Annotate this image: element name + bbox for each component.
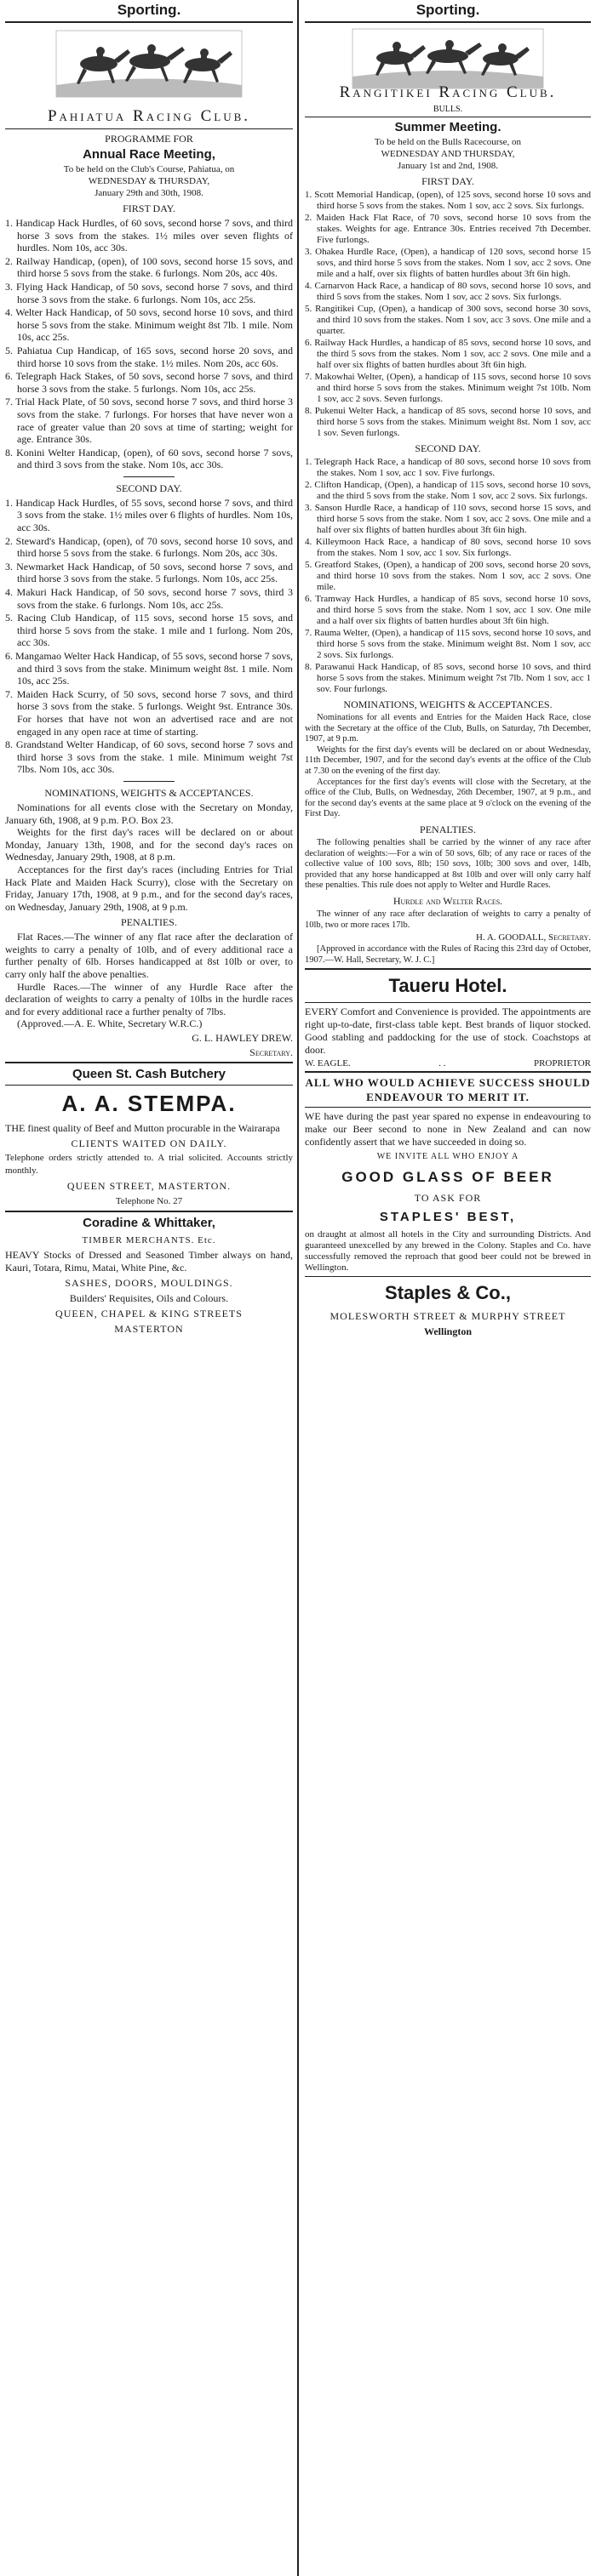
race-item: 7. Trial Hack Plate, of 50 sovs, second horse 7 sovs, and third horse 3 sovs from the stake. 7 furlongs. For horses that have never won a race of greater value than 20 sovs at time of starting; weight for age. Entrance 30s.	[5, 396, 293, 446]
race-item: 5. Pahiatua Cup Handicap, of 165 sovs, second horse 20 sovs, and third horse 10 sovs from the stake. 1½ miles. Nom 20s, acc 60s.	[5, 344, 293, 369]
approval-note: [Approved in accordance with the Rules of Racing this 23rd day of October, 1907.—W. Hall, Secretary, W. J. C.]	[305, 944, 591, 965]
first-day-label-left: FIRST DAY.	[123, 202, 175, 214]
club-location-right: BULLS.	[433, 105, 463, 114]
programme-label: PROGRAMME FOR	[105, 133, 193, 145]
racing-banner-right	[305, 26, 591, 114]
butcher-line3: Telephone orders strictly attended to. A trial solicited. Accounts strictly monthly.	[5, 1153, 293, 1177]
nominations-para: Weights for the first day's races will be declared on or about Monday, January 13th, 1908, and for the second day's races on Wednesday, January 29th, 1908, at 8 p.m.	[5, 826, 293, 863]
race-item: 2. Railway Handicap, (open), of 100 sovs, second horse 15 sovs, and third horse 5 sovs from the stake. 6 furlongs. Nom 20s, acc 40s.	[5, 254, 293, 280]
timber-text: HEAVY Stocks of Dressed and Seasoned Timber always on hand, Kauri, Totara, Rimu, Matai, White Pine, &c.	[5, 1249, 293, 1274]
butcher-name: A. A. STEMPA.	[61, 1091, 237, 1117]
nominations-para: Nominations for all events and Entries for the Maiden Hack Race, close with the Secretary at the office of the Club, Bulls, on Saturday, 7th December, 1907, at 9 p.m.	[305, 713, 591, 744]
club-name-left: Pahiatua Racing Club.	[47, 107, 251, 125]
secretary-name-left: G. L. HAWLEY DREW.	[192, 1032, 293, 1045]
secretary-title-left: Secretary.	[249, 1046, 293, 1059]
race-item: 7. Maiden Hack Scurry, of 50 sovs, second horse 7 sovs, and third horse 3 sovs from the stake. 5 furlongs. Weight 9st. Entrance 30s. For horses that have not won an advertised race and are not engaged in any open race at time of starting.	[5, 687, 293, 738]
nominations-title-left: NOMINATIONS, WEIGHTS & ACCEPTANCES.	[44, 786, 254, 799]
timber-line3: Builders' Requisites, Oils and Colours.	[69, 1292, 229, 1305]
hotel-dots: . .	[438, 1058, 446, 1069]
meeting-intro-left: To be held on the Club's Course, Pahiatua, on	[63, 164, 235, 174]
beer-text2: on draught at almost all hotels in the City and surrounding Districts. And guaranteed unexcelled by any brewed in the Colony. Staples and Co. have successfully removed the reproach that good beer could not be brewed in Wellington.	[305, 1229, 591, 1274]
race-item: 1. Handicap Hack Hurdles, of 60 sovs, second horse 7 sovs, and third horse 3 sovs from the stakes. 1½ miles over seven flights of hurdles. Nom 10s, acc 30s.	[5, 217, 293, 254]
divider	[305, 1276, 591, 1277]
divider	[5, 128, 293, 129]
divider	[5, 1062, 293, 1063]
first-day-label-right: FIRST DAY.	[421, 175, 474, 187]
race-item: 8. Pukenui Welter Hack, a handicap of 85 sovs, second horse 10 sovs, and third horse 5 sovs from the stakes. Minimum weight 8st. Nom 1 sov, acc 1 sov. Seven furlongs.	[305, 406, 591, 438]
column-divider	[297, 0, 299, 2576]
divider	[5, 1085, 293, 1086]
right-column	[305, 0, 591, 2576]
left-column	[5, 0, 293, 2576]
beer-glass: GOOD GLASS OF BEER	[341, 1169, 554, 1186]
race-item: 2. Clifton Handicap, (Open), a handicap of 115 sovs, second horse 10 sovs, and the third 5 sovs from the stake. Nom 1 sov, acc 2 sovs. Six furlongs.	[305, 480, 591, 501]
short-divider	[123, 476, 175, 477]
nominations-para: Acceptances for the first day's races (including Entries for Trial Hack Plate and Maiden Hack Scurry), close with the Secretary on Friday, January 17th, 1908, at 9 p.m., and for the second day's races, on Wednesday, January 29th, 1908, at 9 p.m.	[5, 863, 293, 913]
horse-race-illustration	[5, 26, 293, 104]
race-item: 6. Tramway Hack Hurdles, a handicap of 85 sovs, second horse 10 sovs, and third horse 5 sovs from the stake. Nom 1 sov, acc 1 sov. One mile and a half over six flights of batten hurdles about 3ft 6in high.	[305, 594, 591, 626]
second-day-label-left: SECOND DAY.	[116, 482, 182, 494]
sporting-header-right: Sporting.	[415, 2, 480, 18]
race-item: 3. Flying Hack Handicap, of 50 sovs, second horse 7 sovs, and third horse 3 sovs from the stake. 6 furlongs. Nom 10s, acc 25s.	[5, 280, 293, 305]
timber-header: Coradine & Whittaker,	[83, 1216, 215, 1231]
meeting-dates-left: January 29th and 30th, 1908.	[95, 188, 203, 198]
timber-address: QUEEN, CHAPEL & KING STREETS	[55, 1308, 243, 1320]
nominations-para: Acceptances for the first day's events will close with the Secretary, at the office of the Club, Bulls, on Wednesday, 26th December, 1907, at 9 p.m., and for the second day's events at the same place at 9 o'clock on the evening of the First Day.	[305, 777, 591, 819]
penalties-para: The following penalties shall be carried by the winner of any race after declaration of weights:—For a win of 50 sovs, 6lb; of any race or races of the collective value of 100 sovs, 8lb; 150 sovs, 10lb; 300 sovs and over, 14lb, provided that any horse handicapped at 8st 10lb and over will only carry half these penalties. This rule does not apply to Welter and Hurdle Races.	[305, 837, 591, 891]
staples-address: MOLESWORTH STREET & MURPHY STREET	[330, 1310, 566, 1323]
hotel-role: PROPRIETOR	[533, 1058, 591, 1069]
race-item: 3. Sanson Hurdle Race, a handicap of 110 sovs, second horse 15 sovs, and third horse 5 sovs from the stake. Nom 1 sov, acc 2 sovs. One mile and a half over six flights of batten hurdles about 3ft 6in high.	[305, 503, 591, 535]
beer-ask: TO ASK FOR	[414, 1192, 482, 1205]
staples-town: Wellington	[423, 1325, 472, 1338]
butchery-header: Queen St. Cash Butchery	[72, 1067, 226, 1082]
second-day-races-right	[305, 457, 591, 695]
race-item: 5. Racing Club Handicap, of 115 sovs, second horse 15 sovs, and third horse 5 sovs from the stake. 1 mile and 1 furlong. Nom 20s, acc 30s.	[5, 612, 293, 649]
race-item: 5. Rangitikei Cup, (Open), a handicap of 300 sovs, second horse 30 sovs, and third 10 sovs from the stakes. Nom 1 sov, acc 3 sovs. One mile and a quarter.	[305, 304, 591, 336]
nominations-title-right: NOMINATIONS, WEIGHTS & ACCEPTANCES.	[343, 698, 553, 710]
race-item: 7. Rauma Welter, (Open), a handicap of 115 sovs, second horse 10 sovs, and third horse 5 sovs from the stake. Minimum weight 8st. Nom 1 sov, acc 2 sovs. Six furlongs.	[305, 628, 591, 660]
race-item: 4. Killeymoon Hack Race, a handicap of 80 sovs, second horse 10 sovs from the stakes. Nom 1 sov, acc 1 sov. Six furlongs.	[305, 537, 591, 558]
hotel-text: EVERY Comfort and Convenience is provided. The appointments are right up-to-date, first-class table kept. Best brands of liquor stocked. Good stabling and paddocking for the use of stock. Coachstops at door.	[305, 1006, 591, 1057]
staples-name: Staples & Co.,	[385, 1282, 511, 1304]
butcher-address: QUEEN STREET, MASTERTON.	[66, 1180, 232, 1193]
penalties-para: Flat Races.—The winner of any flat race after the declaration of weights to carry a penalty of 10lb, and of every additional race a further penalty of 6lb. Horses handicapped at 8st 10lb or over, to carry only half the above penalties.	[5, 931, 293, 981]
hotel-signature	[305, 1058, 591, 1069]
club-name-right: Rangitikei Racing Club.	[339, 83, 557, 101]
hotel-header: Taueru Hotel.	[388, 975, 507, 997]
meeting-days-left: WEDNESDAY & THURSDAY,	[88, 176, 210, 186]
race-item: 6. Mangamao Welter Hack Handicap, of 55 sovs, second horse 7 sovs, and third 3 sovs from the stake. Minimum weight 8st. 1 mile. Nom 10s, acc 25s.	[5, 650, 293, 687]
penalties-title-right: PENALTIES.	[420, 823, 476, 835]
meeting-intro-right: To be held on the Bulls Racecourse, on	[374, 137, 522, 147]
divider	[5, 1211, 293, 1212]
race-item: 6. Railway Hack Hurdles, a handicap of 85 sovs, second horse 10 sovs, and the third 5 sovs from the stakes. Nom 1 sov, acc 2 sovs. One mile and a half over six flights of batten hurdles about 3ft 6in high.	[305, 338, 591, 370]
butcher-telephone: Telephone No. 27	[115, 1196, 183, 1207]
hurdle-para: The winner of any race after declaration of weights to carry a penalty of 10lb, two or more races 17lb.	[305, 909, 591, 930]
divider	[305, 968, 591, 970]
race-item: 8. Konini Welter Handicap, (open), of 60 sovs, second horse 7 sovs, and third 3 sovs from the stake. Nom 10s, acc 30s.	[5, 446, 293, 471]
first-day-races-left	[5, 217, 293, 471]
timber-line2: SASHES, DOORS, MOULDINGS.	[65, 1277, 233, 1290]
secretary-name-right: H. A. GOODALL, Secretary.	[476, 932, 591, 943]
racing-banner-left	[5, 26, 293, 126]
beer-brand: STAPLES' BEST,	[379, 1210, 517, 1225]
penalties-para: Hurdle Races.—The winner of any Hurdle Race after the declaration of weights to carry a penalty of 10lbs in the hurdle races and for every additional race a further penalty of 7lbs.	[5, 980, 293, 1017]
meeting-days-right: WEDNESDAY AND THURSDAY,	[381, 149, 515, 159]
beer-text: WE have during the past year spared no expense in endeavouring to make our Beer second to none in New Zealand and can now confidently assert that we have succeeded in doing so.	[305, 1110, 591, 1148]
divider	[305, 1107, 591, 1108]
penalties-title-left: PENALTIES.	[121, 916, 177, 929]
butcher-text: THE finest quality of Beef and Mutton procurable in the Wairarapa	[5, 1122, 280, 1135]
race-item: 2. Steward's Handicap, (open), of 70 sovs, second horse 10 sovs, and third horse 5 sovs from the stake. 6 furlongs. Nom 20s, acc 30s.	[5, 534, 293, 560]
race-item: 7. Makowhai Welter, (Open), a handicap of 115 sovs, second horse 10 sovs and third horse 5 sovs from the stakes. Minimum weight 7st 10lb. Nom 1 sov, acc 2 sovs. Seven furlongs.	[305, 372, 591, 404]
nominations-para: Nominations for all events close with the Secretary on Monday, January 6th, 1908, at 9 p.m. P.O. Box 23.	[5, 801, 293, 826]
second-day-races-left	[5, 497, 293, 776]
nominations-para: Weights for the first day's events will be declared on or about Wednesday, 11th December, 1907, and for the second day's events at the office of the Club at 7.30 on the evening of the first day.	[305, 744, 591, 776]
penalties-para: (Approved.—A. E. White, Secretary W.R.C.)	[17, 1017, 203, 1030]
hotel-owner: W. EAGLE.	[305, 1058, 351, 1069]
race-item: 3. Newmarket Hack Handicap, of 50 sovs, second horse 7 sovs, and third horse 3 sovs from the stake. 5 furlongs. Nom 10s, acc 25s.	[5, 560, 293, 585]
short-divider	[123, 781, 175, 782]
race-item: 4. Welter Hack Handicap, of 50 sovs, second horse 10 sovs, and third horse 5 sovs from the stake. Minimum weight 8st 7lb. 1 mile. Nom 10s, acc 25s.	[5, 306, 293, 344]
race-item: 4. Carnarvon Hack Race, a handicap of 80 sovs, second horse 10 sovs, and third 5 sovs from the stakes. Nom 1 sov, acc 2 sovs. Six furlongs.	[305, 281, 591, 302]
divider	[305, 21, 591, 23]
race-item: 6. Telegraph Hack Stakes, of 50 sovs, second horse 7 sovs, and third horse 3 sovs from the stake. 5 furlongs. Nom 10s, acc 25s.	[5, 370, 293, 395]
meeting-title-left: Annual Race Meeting,	[83, 147, 215, 162]
first-day-races-right	[305, 190, 591, 439]
meeting-dates-right: January 1st and 2nd, 1908.	[398, 161, 498, 171]
beer-headline: ALL WHO WOULD ACHIEVE SUCCESS SHOULD ENDEAVOUR TO MERIT IT.	[305, 1076, 591, 1104]
sporting-header-left: Sporting.	[117, 2, 181, 18]
divider	[5, 21, 293, 23]
hurdle-title-right: Hurdle and Welter Races.	[393, 894, 503, 907]
butcher-line2: CLIENTS WAITED ON DAILY.	[71, 1137, 227, 1150]
race-item: 4. Makuri Hack Handicap, of 50 sovs, second horse 7 sovs, third 3 sovs from the stake. 6 furlongs. Nom 10s, acc 25s.	[5, 586, 293, 611]
second-day-label-right: SECOND DAY.	[415, 442, 481, 454]
race-item: 5. Greatford Stakes, (Open), a handicap of 200 sovs, second horse 20 sovs, and third horse 10 sovs from the stakes. Nom 1 sov, acc 2 sovs. One mile.	[305, 560, 591, 592]
divider	[305, 1071, 591, 1073]
race-item: 1. Telegraph Hack Race, a handicap of 80 sovs, second horse 10 sovs from the stakes. Nom 1 sov, acc 1 sov. Five furlongs.	[305, 457, 591, 478]
meeting-title-right: Summer Meeting.	[394, 120, 501, 134]
race-item: 2. Maiden Hack Flat Race, of 70 sovs, second horse 10 sovs from the stakes. Weights for age. Entrance 30s. Entries received 7th December. Five furlongs.	[305, 213, 591, 245]
beer-invite: WE INVITE ALL WHO ENJOY A	[376, 1152, 519, 1162]
divider	[305, 1002, 591, 1003]
race-item: 8. Grandstand Welter Handicap, of 60 sovs, second horse 7 sovs and third horse 3 sovs from the stake. 1 mile. Minimum weight 7st 7lbs. Nom 10s, acc 30s.	[5, 738, 293, 776]
race-item: 3. Ohakea Hurdle Race, (Open), a handicap of 120 sovs, second horse 15 sovs, and third horse 5 sovs from the stakes. Nom 1 sov, acc 2 sovs. One mile and a half, over six flights of batten hurdles about 3ft 6in high.	[305, 247, 591, 279]
race-item: 8. Parawanui Hack Handicap, of 85 sovs, second horse 10 sovs, and third horse 5 sovs from the stakes. Minimum weight 7st 7lb. Nom 1 sov, acc 1 sov. Four furlongs.	[305, 662, 591, 694]
timber-subtitle: TIMBER MERCHANTS. Etc.	[82, 1235, 216, 1246]
race-item: 1. Handicap Hack Hurdles, of 55 sovs, second horse 7 sovs, and third 3 sovs from the stake. 1½ miles over 6 flights of hurdles. Nom 10s, acc 30s.	[5, 496, 293, 534]
race-item: 1. Scott Memorial Handicap, (open), of 125 sovs, second horse 10 sovs and third horse 5 sovs from the stakes. Nom 1 sov, acc 2 sovs. Six furlongs.	[305, 190, 591, 211]
timber-town: MASTERTON	[114, 1323, 184, 1336]
